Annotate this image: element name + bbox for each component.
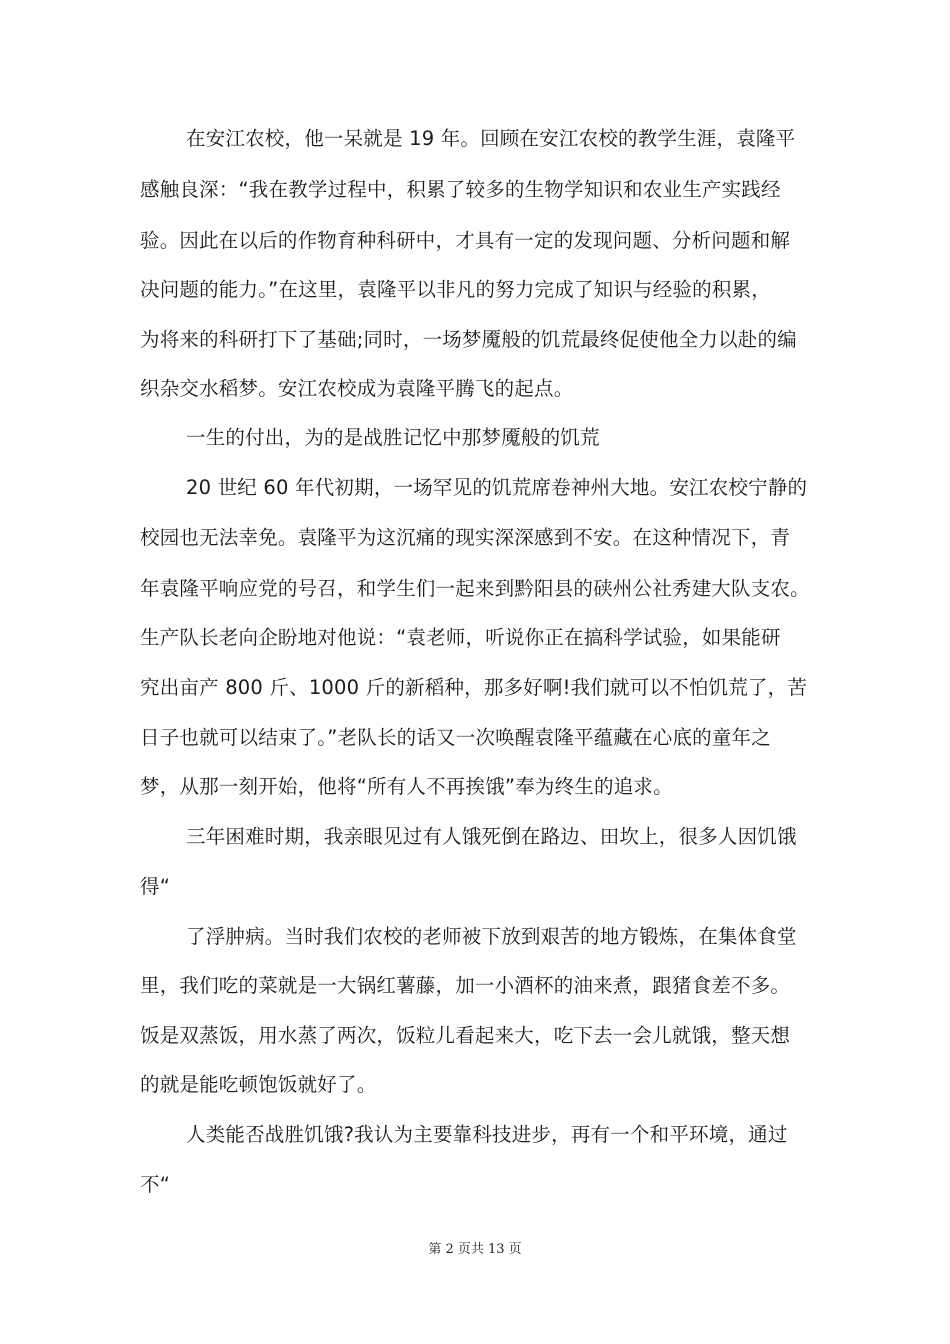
text-line: 织杂交水稻梦。安江农校成为袁隆平腾飞的起点。 [140,377,574,400]
text-line: 校园也无法幸免。袁隆平为这沉痛的现实深深感到不安。在这种情况下，青 [140,526,791,549]
text-line: 验。因此在以后的作物育种科研中，才具有一定的发现问题、分析问题和解 [140,229,791,252]
text-line: 日子也就可以结束了。”老队长的话又一次唤醒袁隆平蕴藏在心底的童年之 [140,726,771,749]
text-line: 的就是能吃顿饱饭就好了。 [140,1073,377,1096]
text-line: 梦，从那一刻开始，他将“所有人不再挨饿”奉为终生的追求。 [140,775,673,798]
text-line: 生产队长老向企盼地对他说：“袁老师，听说你正在搞科学试验，如果能研 [140,626,781,649]
text-line: 三年困难时期，我亲眼见过有人饿死倒在路边、田坎上，很多人因饥饿 [186,825,797,848]
text-line: 年袁隆平响应党的号召，和学生们一起来到黔阳县的硖州公社秀建大队支农。 [140,577,810,600]
text-line: 人类能否战胜饥饿?我认为主要靠科技进步，再有一个和平环境，通过 [186,1123,788,1146]
text-line: 感触良深：“我在教学过程中，积累了较多的生物学知识和农业生产实践经 [140,178,781,201]
text-line: 了浮肿病。当时我们农校的老师被下放到艰苦的地方锻炼，在集体食堂 [186,925,797,948]
text-line: 不“ [140,1173,171,1196]
text-line: 20 世纪 60 年代初期，一场罕见的饥荒席卷神州大地。安江农校宁静的 [186,476,808,499]
text-line: 究出亩产 800 斤、1000 斤的新稻种，那多好啊!我们就可以不怕饥荒了，苦 [140,676,808,699]
text-line: 为将来的科研打下了基础;同时，一场梦魇般的饥荒最终促使他全力以赴的编 [140,328,797,351]
text-line: 里，我们吃的菜就是一大锅红薯藤，加一小酒杯的油来煮，跟猪食差不多。 [140,974,791,997]
page-number: 第 2 页共 13 页 [428,1242,522,1257]
text-line: 饭是双蒸饭，用水蒸了两次，饭粒儿看起来大，吃下去一会儿就饿，整天想 [140,1024,791,1047]
text-line: 在安江农校，他一呆就是 19 年。回顾在安江农校的教学生涯，袁隆平 [186,127,796,150]
section-heading: 一生的付出，为的是战胜记忆中那梦魇般的饥荒 [186,426,600,449]
text-line: 得“ [140,875,171,898]
text-line: 决问题的能力。”在这里，袁隆平以非凡的努力完成了知识与经验的积累， [140,278,771,301]
